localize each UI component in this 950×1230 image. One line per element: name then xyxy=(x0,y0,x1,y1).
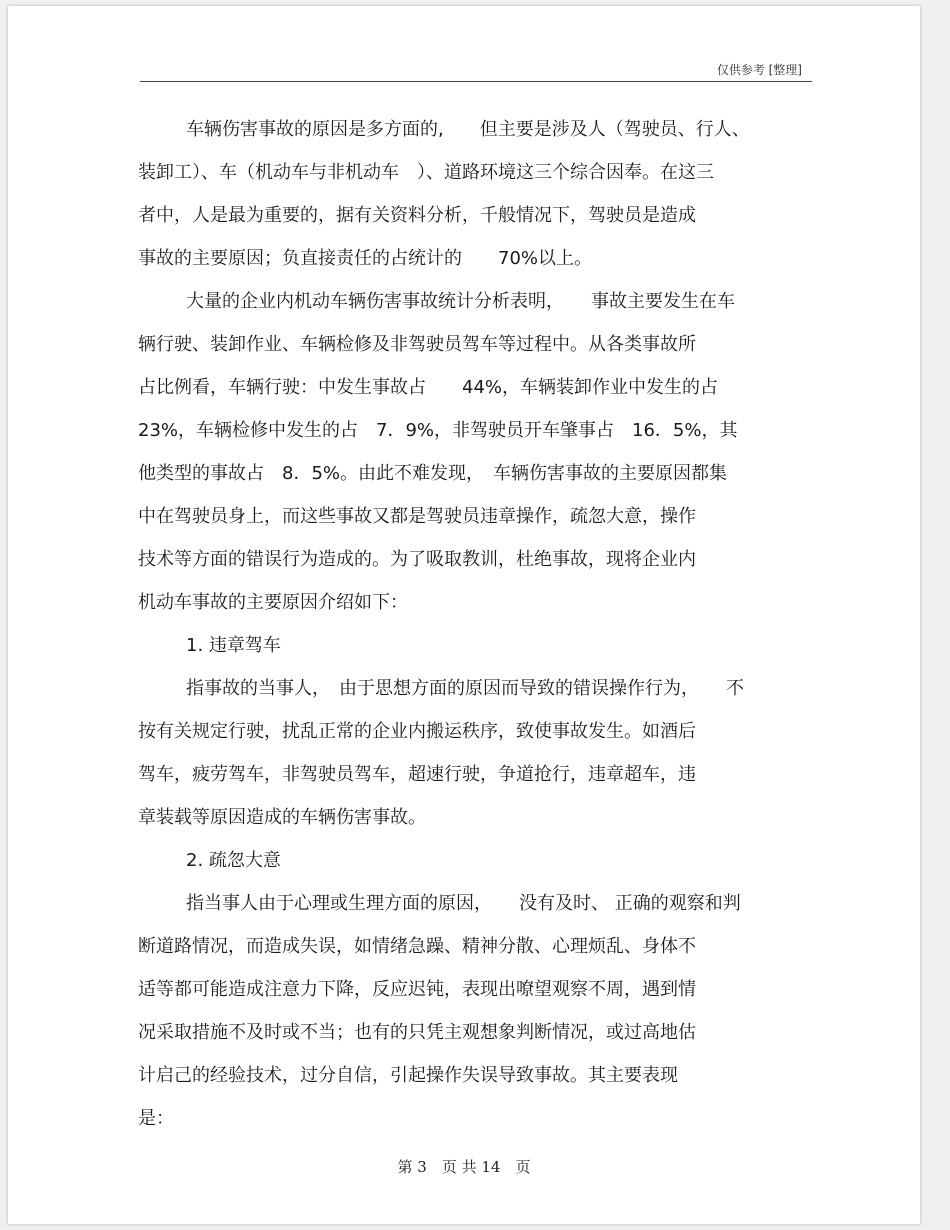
body-line: 技术等方面的错误行为造成的。为了吸取教训，杜绝事故，现将企业内 xyxy=(138,549,696,570)
header-note: 仅供参考 [整理] xyxy=(716,63,802,77)
section-heading: 2. 疏忽大意 xyxy=(186,850,281,871)
header-divider xyxy=(140,81,812,82)
body-line: 者中，人是最为重要的，据有关资料分析，千般情况下，驾驶员是造成 xyxy=(138,205,696,226)
body-line: 适等都可能造成注意力下降，反应迟钝，表现出嘹望观察不周，遇到情 xyxy=(138,979,696,1000)
body-line: 中在驾驶员身上，而这些事故又都是驾驶员违章操作，疏忽大意，操作 xyxy=(138,506,696,527)
body-line: 章装载等原因造成的车辆伤害事故。 xyxy=(138,807,426,828)
body-line: 事故的主要原因；负直接责任的占统计的 70%以上。 xyxy=(138,248,593,269)
body-line: 指事故的当事人， 由于思想方面的原因而导致的错误操作行为， 不 xyxy=(186,678,744,699)
body-line: 占比例看，车辆行驶：中发生事故占 44%，车辆装卸作业中发生的占 xyxy=(138,377,719,398)
body-line: 是： xyxy=(138,1108,174,1129)
body-line: 23%，车辆检修中发生的占 7．9%，非驾驶员开车肇事占 16．5%，其 xyxy=(138,420,738,441)
body-line: 指当事人由于心理或生理方面的原因， 没有及时、 正确的观察和判 xyxy=(186,893,741,914)
body-line: 机动车事故的主要原因介绍如下： xyxy=(138,592,408,613)
section-heading: 1. 违章驾车 xyxy=(186,635,281,656)
body-line: 按有关规定行驶，扰乱正常的企业内搬运秩序，致使事故发生。如酒后 xyxy=(138,721,696,742)
body-line: 况采取措施不及时或不当；也有的只凭主观想象判断情况，或过高地估 xyxy=(138,1022,696,1043)
body-line: 辆行驶、装卸作业、车辆检修及非驾驶员驾车等过程中。从各类事故所 xyxy=(138,334,696,355)
body-line: 车辆伤害事故的原因是多方面的, 但主要是涉及人（驾驶员、行人、 xyxy=(186,119,750,140)
body-line: 他类型的事故占 8．5%。由此不难发现， 车辆伤害事故的主要原因都集 xyxy=(138,463,728,484)
body-line: 装卸工）、车（机动车与非机动车 ）、道路环境这三个综合因奉。在这三 xyxy=(138,162,714,183)
body-line: 断道路情况，而造成失误，如情绪急躁、精神分散、心理烦乱、身体不 xyxy=(138,936,696,957)
page-number: 第 3 页 共 14 页 xyxy=(397,1158,531,1176)
body-line: 计启己的经验技术，过分自信，引起操作失误导致事故。其主要表现 xyxy=(138,1065,678,1086)
body-line: 驾车，疲劳驾车，非驾驶员驾车，超速行驶，争道抢行，违章超车，违 xyxy=(138,764,696,785)
document-page xyxy=(8,6,920,1224)
body-line: 大量的企业内机动车辆伤害事故统计分析表明， 事故主要发生在车 xyxy=(186,291,735,312)
